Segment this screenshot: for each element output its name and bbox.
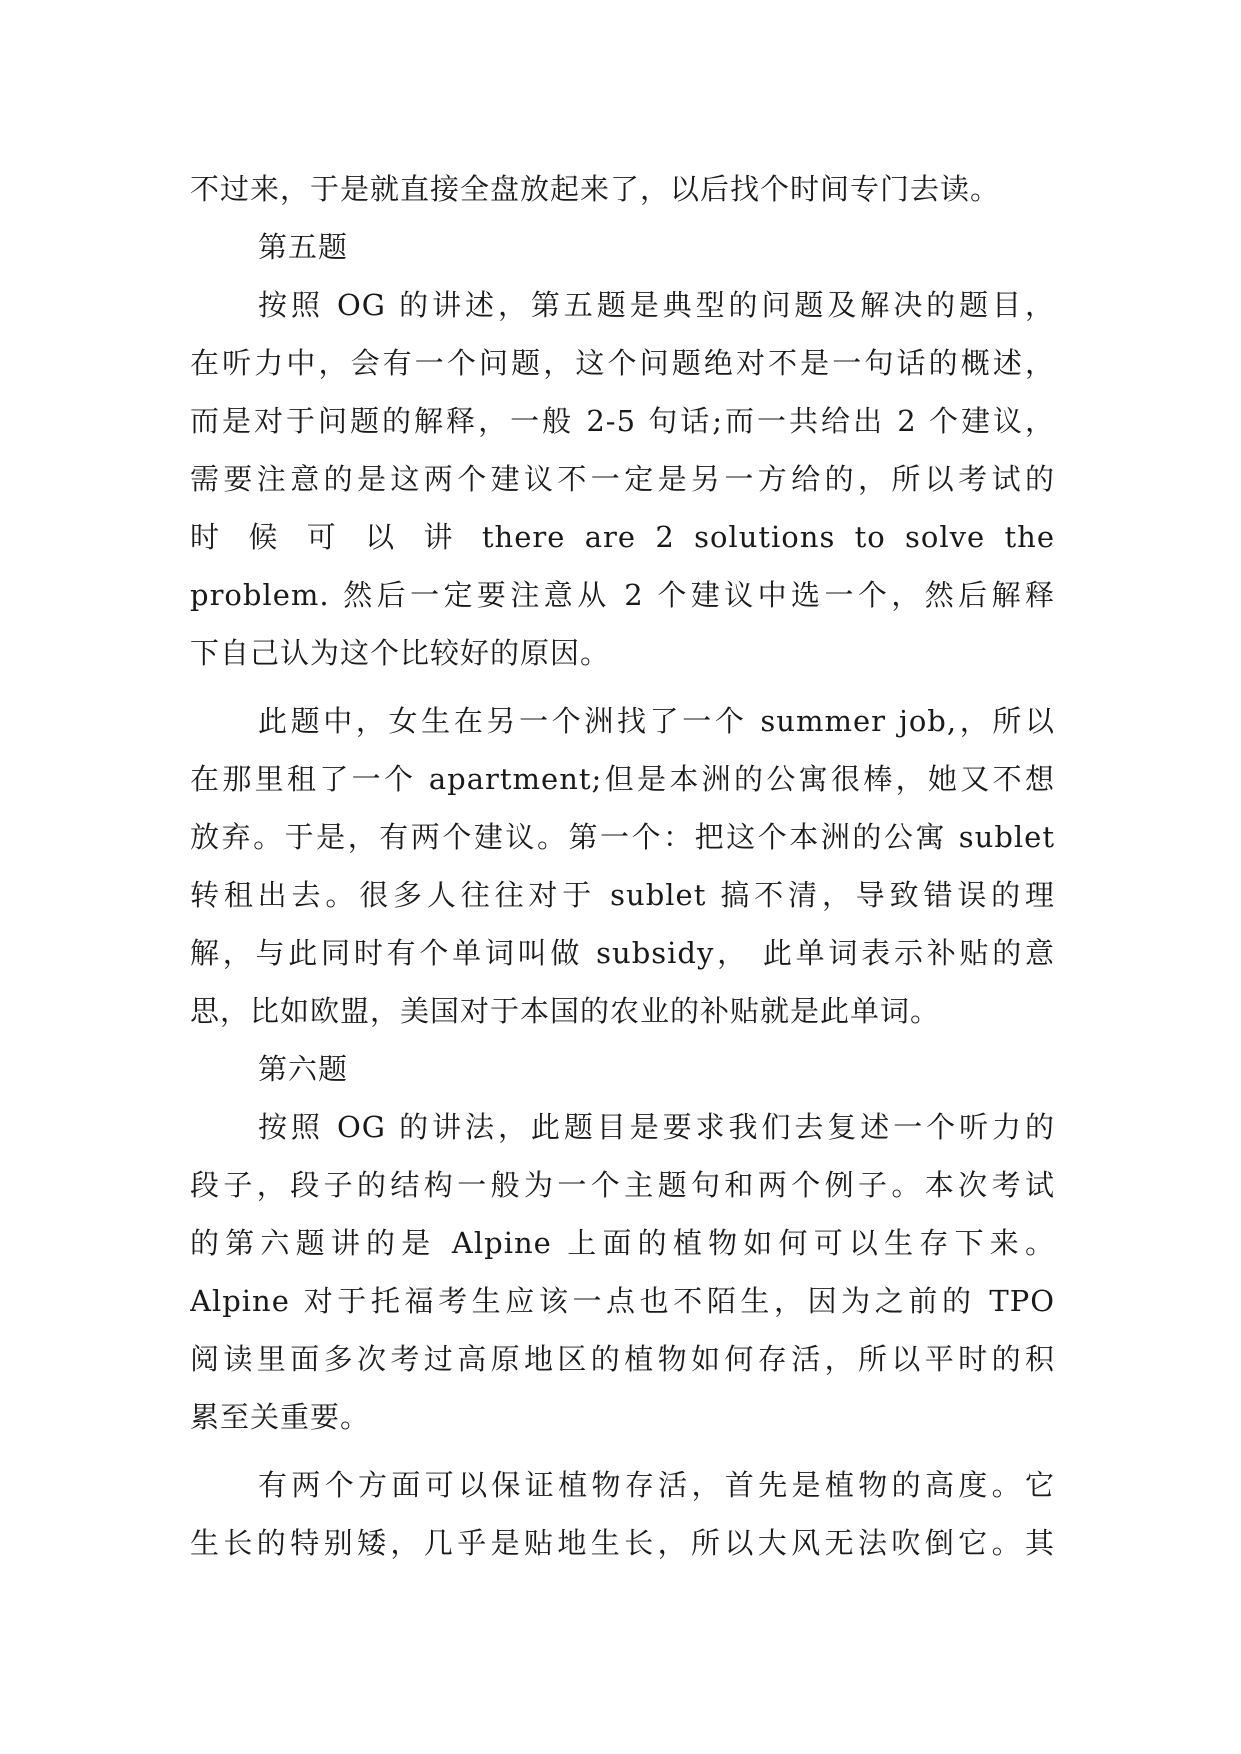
text-line: 思，比如欧盟，美国对于本国的农业的补贴就是此单词。	[190, 994, 941, 1028]
text-line: 累至关重要。	[190, 1400, 371, 1434]
text-line: 阅读里面多次考过高原地区的植物如何存活，所以平时的积	[190, 1342, 1055, 1376]
text-line: 段子，段子的结构一般为一个主题句和两个例子。本次考试	[190, 1168, 1055, 1202]
text-line: 放弃。于是，有两个建议。第一个：把这个本洲的公寓 sublet	[190, 820, 1055, 854]
text-line: 需要注意的是这两个建议不一定是另一方给的，所以考试的	[190, 462, 1055, 496]
text-line: 下自己认为这个比较好的原因。	[190, 636, 611, 670]
section-heading: 第六题	[258, 1052, 349, 1086]
text-line: 有两个方面可以保证植物存活，首先是植物的高度。它	[258, 1468, 1055, 1502]
section-heading: 第五题	[258, 230, 349, 264]
text-line: 解，与此同时有个单词叫做 subsidy， 此单词表示补贴的意	[190, 936, 1055, 970]
text-line: 在听力中，会有一个问题，这个问题绝对不是一句话的概述，	[190, 346, 1055, 380]
text-line: 时 候 可 以 讲 there are 2 solutions to solve the	[190, 520, 1055, 554]
text-line: 转租出去。很多人往往对于 sublet 搞不清，导致错误的理	[190, 878, 1055, 912]
text-line: 按照 OG 的讲述，第五题是典型的问题及解决的题目，	[258, 288, 1055, 322]
text-line: 按照 OG 的讲法，此题目是要求我们去复述一个听力的	[258, 1110, 1055, 1144]
text-line: 而是对于问题的解释，一般 2-5 句话;而一共给出 2 个建议，	[190, 404, 1055, 438]
text-line: 此题中，女生在另一个洲找了一个 summer job,，所以	[258, 704, 1055, 738]
text-line: 不过来，于是就直接全盘放起来了，以后找个时间专门去读。	[190, 172, 1001, 206]
text-line: 在那里租了一个 apartment;但是本洲的公寓很棒，她又不想	[190, 762, 1055, 796]
document-body	[190, 160, 1055, 1572]
text-line: problem. 然后一定要注意从 2 个建议中选一个，然后解释	[190, 578, 1055, 612]
text-line: 生长的特别矮，几乎是贴地生长，所以大风无法吹倒它。其	[190, 1526, 1055, 1560]
text-line: 的第六题讲的是 Alpine 上面的植物如何可以生存下来。	[190, 1226, 1055, 1260]
text-line: Alpine 对于托福考生应该一点也不陌生，因为之前的 TPO	[190, 1284, 1055, 1318]
